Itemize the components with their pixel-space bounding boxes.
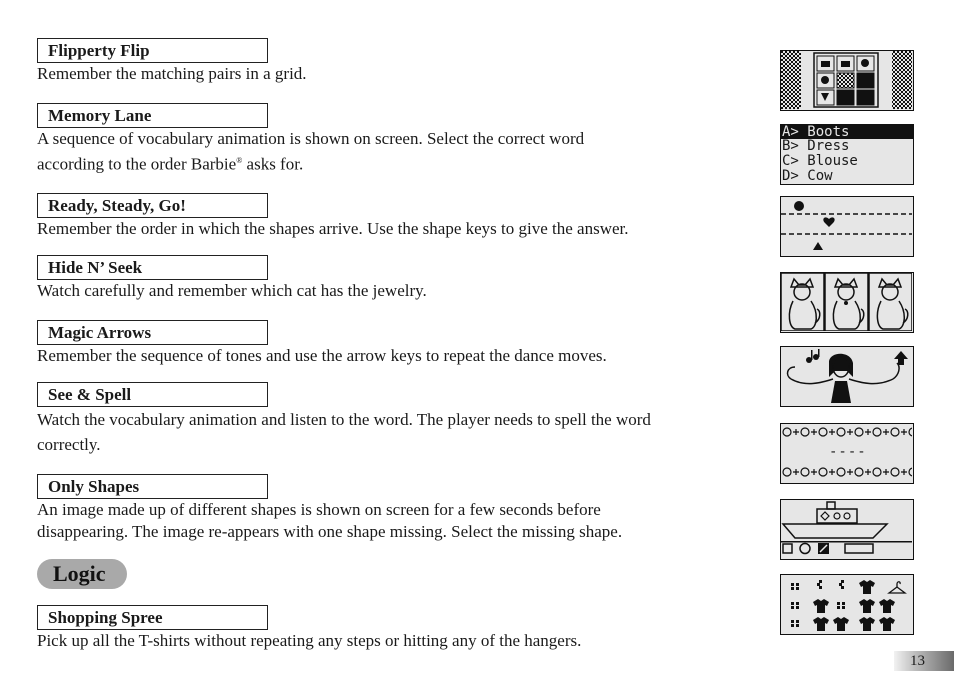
description-line-end: asks for. bbox=[242, 154, 304, 174]
hanger-icon bbox=[889, 582, 905, 593]
grid-screen-image bbox=[781, 51, 912, 109]
entry-ready-steady-go bbox=[37, 193, 727, 240]
entry-flipperty-flip bbox=[37, 38, 727, 85]
dancer-screen-image bbox=[781, 347, 912, 405]
option-c: C> Blouse bbox=[782, 153, 858, 169]
shapes-screen-image bbox=[781, 197, 912, 255]
game-title: Flipperty Flip bbox=[37, 38, 268, 63]
entry-hide-n-seek bbox=[37, 255, 727, 302]
game-description: Watch carefully and remember which cat has the jewelry. bbox=[37, 281, 427, 300]
spelling-blanks: ---- bbox=[829, 444, 867, 460]
up-arrow-icon bbox=[894, 351, 908, 365]
option-d: D> Cow bbox=[782, 168, 833, 184]
heart-icon bbox=[823, 217, 834, 227]
circle-icon bbox=[794, 201, 804, 211]
screen-memory-lane bbox=[780, 124, 914, 185]
game-title: Hide N’ Seek bbox=[37, 255, 268, 280]
circle-shape bbox=[800, 544, 810, 554]
registered-mark: ® bbox=[236, 156, 243, 165]
screen-only-shapes bbox=[780, 499, 914, 560]
option-b: B> Dress bbox=[782, 138, 850, 154]
game-title: Ready, Steady, Go! bbox=[37, 193, 268, 218]
description-line: An image made up of different shapes is shown on screen for a few seconds before bbox=[37, 500, 601, 519]
screen-see-and-spell bbox=[780, 423, 914, 484]
description-line: A sequence of vocabulary animation is shown on screen. Select the correct word bbox=[37, 129, 585, 148]
game-description bbox=[37, 407, 727, 457]
entry-memory-lane bbox=[37, 103, 727, 176]
screen-ready-steady-go bbox=[780, 196, 914, 257]
game-description bbox=[37, 499, 727, 543]
screen-hide-n-seek bbox=[780, 272, 914, 333]
entry-magic-arrows bbox=[37, 320, 727, 367]
game-title: See & Spell bbox=[37, 382, 268, 407]
rectangle-shape bbox=[845, 544, 873, 553]
screen-shopping-spree bbox=[780, 574, 914, 635]
game-title: Magic Arrows bbox=[37, 320, 268, 345]
option-a-highlighted: A> Boots bbox=[781, 125, 913, 139]
game-description: Remember the sequence of tones and use the arrow keys to repeat the dance moves. bbox=[37, 346, 607, 365]
game-description: Remember the order in which the shapes arrive. Use the shape keys to give the answer. bbox=[37, 219, 629, 238]
tshirts-screen-image bbox=[781, 575, 912, 633]
screen-flipperty-flip bbox=[780, 50, 914, 111]
game-description bbox=[37, 128, 727, 176]
section-heading-logic: Logic bbox=[37, 559, 127, 589]
entry-see-and-spell bbox=[37, 382, 727, 457]
game-description: Pick up all the T-shirts without repeating any steps or hitting any of the hangers. bbox=[37, 631, 582, 650]
description-line: Watch the vocabulary animation and listen to the word. The player needs to spell the word bbox=[37, 410, 651, 429]
triangle-icon bbox=[813, 242, 823, 250]
page-number: 13 bbox=[894, 651, 954, 671]
boat-screen-image bbox=[781, 500, 912, 558]
game-title: Only Shapes bbox=[37, 474, 268, 499]
square-shape bbox=[783, 544, 792, 553]
entry-only-shapes bbox=[37, 474, 727, 543]
description-line: according to the order Barbie bbox=[37, 154, 237, 174]
game-description: Remember the matching pairs in a grid. bbox=[37, 64, 307, 83]
game-title: Memory Lane bbox=[37, 103, 268, 128]
screen-magic-arrows bbox=[780, 346, 914, 407]
entry-shopping-spree bbox=[37, 605, 727, 652]
cats-screen-image bbox=[781, 273, 912, 331]
description-line: correctly. bbox=[37, 435, 101, 454]
game-title: Shopping Spree bbox=[37, 605, 268, 630]
description-line: disappearing. The image re-appears with one shape missing. Select the missing shape. bbox=[37, 522, 623, 541]
